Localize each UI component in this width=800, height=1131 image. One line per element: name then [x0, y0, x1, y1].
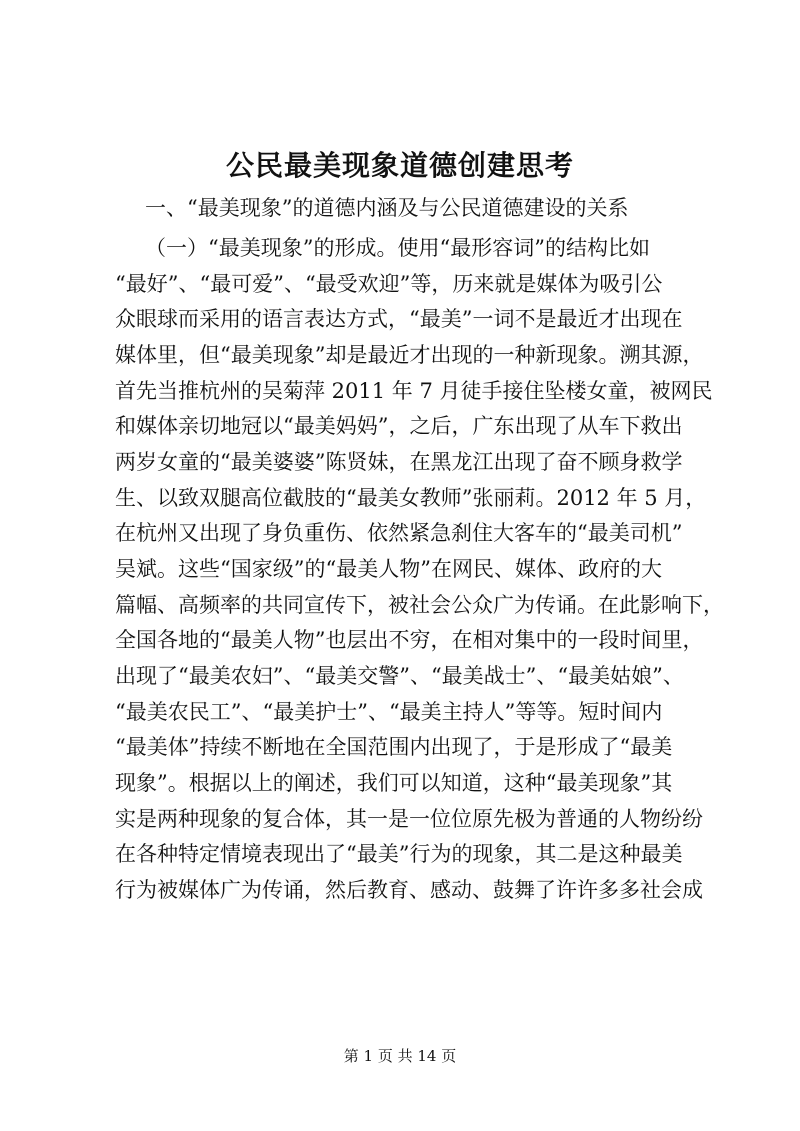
body-line: 实是两种现象的复合体，其一是一位位原先极为普通的人物纷纷	[115, 807, 703, 831]
body-line: 媒体里，但“最美现象”却是最近才出现的一种新现象。溯其源，	[115, 343, 704, 367]
body-line: “最美体”持续不断地在全国范围内出现了，于是形成了“最美	[115, 735, 673, 759]
body-line: （一）“最美现象”的形成。使用“最形容词”的结构比如	[145, 236, 650, 260]
body-line: 吴斌。这些“国家级”的“最美人物”在网民、媒体、政府的大	[115, 557, 662, 581]
page-footer: 第 1 页 共 14 页	[343, 1047, 457, 1065]
body-line: 两岁女童的“最美婆婆”陈贤妹，在黑龙江出现了奋不顾身救学	[115, 450, 683, 474]
section-heading: 一、“最美现象”的道德内涵及与公民道德建设的关系	[145, 196, 629, 220]
body-line: 首先当推杭州的吴菊萍 2011 年 7 月徒手接住坠楼女童，被网民	[115, 379, 713, 403]
body-line: 行为被媒体广为传诵，然后教育、感动、鼓舞了许许多多社会成	[115, 878, 703, 902]
body-line: 全国各地的“最美人物”也层出不穷，在相对集中的一段时间里，	[115, 628, 704, 652]
body-line: “最好”、“最可爱”、“最受欢迎”等，历来就是媒体为吸引公	[115, 272, 663, 296]
body-line: 在各种特定情境表现出了“最美”行为的现象，其二是这种最美	[115, 842, 683, 866]
body-line: 在杭州又出现了身负重伤、依然紧急刹住大客车的“最美司机”	[115, 521, 683, 545]
body-line: 和媒体亲切地冠以“最美妈妈”，之后，广东出现了从车下救出	[115, 414, 683, 438]
body-line: “最美农民工”、“最美护士”、“最美主持人”等等。短时间内	[115, 700, 663, 724]
body-line: 现象”。根据以上的阐述，我们可以知道，这种“最美现象”其	[115, 771, 673, 795]
body-line: 篇幅、高频率的共同宣传下，被社会公众广为传诵。在此影响下，	[115, 593, 724, 617]
body-line: 生、以致双腿高位截肢的“最美女教师”张丽莉。2012 年 5 月，	[115, 486, 707, 510]
body-line: 出现了“最美农妇”、“最美交警”、“最美战士”、“最美姑娘”、	[115, 664, 684, 688]
body-line: 众眼球而采用的语言表达方式，“最美”一词不是最近才出现在	[115, 307, 683, 331]
document-title: 公民最美现象道德创建思考	[225, 149, 574, 182]
